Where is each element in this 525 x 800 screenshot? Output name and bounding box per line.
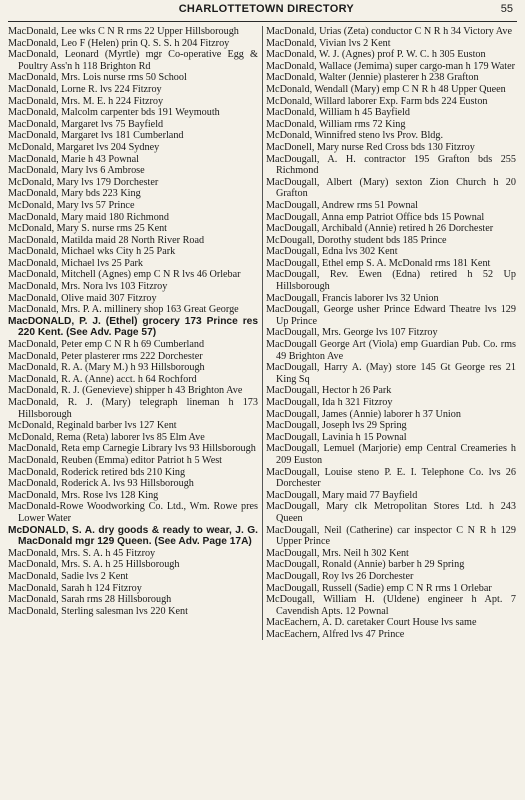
directory-entry: MacDougall, Hector h 26 Park <box>266 385 392 397</box>
directory-entry: MacDonald, Malcolm carpenter bds 191 Weymouth <box>8 107 220 119</box>
directory-entry: MacDonald, Lorne R. lvs 224 Fitzroy <box>8 83 162 95</box>
directory-entry: MacDonald, Mrs. Rose lvs 128 King <box>8 489 159 501</box>
directory-entry: MacDonald, Sarah rms 28 Hillsborough <box>8 594 172 606</box>
directory-entry: MacDonald, Mrs. Nora lvs 103 Fitzroy <box>8 281 168 293</box>
directory-entry: MacDonald, Roderick retired bds 210 King <box>8 466 186 478</box>
directory-entry: MacDonald, Sadie lvs 2 Kent <box>8 570 129 582</box>
directory-entry: MacDonald, Leo F (Helen) prin Q. S. S. h 204 Fitzroy <box>8 37 230 49</box>
directory-entry: MacDougall, Andrew rms 51 Pownal <box>266 199 418 211</box>
directory-entry: MacDonald, Michael lvs 25 Park <box>8 257 143 269</box>
directory-entry: McDougall, Dorothy student bds 185 Prince <box>266 234 447 246</box>
directory-entry: MacDougall, Edna lvs 302 Kent <box>266 246 398 258</box>
directory-entry: MacDougall, Joseph lvs 29 Spring <box>266 420 407 432</box>
directory-entry: MacDougall, Neil (Catherine) car inspector C N R h 129 Upper Prince <box>266 524 516 548</box>
directory-entry: MacDonald, Mrs. S. A. h 45 Fitzroy <box>8 547 156 559</box>
directory-entry: MacDougall, James (Annie) laborer h 37 Union <box>266 408 461 420</box>
directory-entry: MacDougall, Mary clk Metropolitan Stores Ltd. h 243 Queen <box>266 501 516 524</box>
directory-entry: McDonald, Willard laborer Exp. Farm bds 224 Euston <box>266 95 488 107</box>
directory-entry: MacDonald, Margaret lvs 75 Bayfield <box>8 118 164 130</box>
directory-entry: MacDonald, Peter plasterer rms 222 Dorchester <box>8 350 203 362</box>
directory-entry: MacDougall, George usher Prince Edward Theatre lvs 129 Up Prince <box>266 304 516 327</box>
directory-entry: MacDougall, Mrs. George lvs 107 Fitzroy <box>266 327 438 339</box>
directory-entry: MacDonald, Lee wks C N R rms 22 Upper Hillsborough <box>8 26 239 37</box>
directory-entry: MacDonald, Walter (Jennie) plasterer h 238 Grafton <box>266 72 479 84</box>
directory-entry: MacDougall, Mary maid 77 Bayfield <box>266 489 418 501</box>
directory-entry: MacDonell, Mary nurse Red Cross bds 130 Fitzroy <box>266 141 475 153</box>
directory-entry: MacDougall, Francis laborer lvs 32 Union <box>266 292 439 304</box>
directory-entry: MacDougall, Lavinia h 15 Pownal <box>266 431 407 443</box>
directory-entry: MacDonald, R. J. (Genevieve) shipper h 43 Brighton Ave <box>8 385 243 397</box>
directory-entry: MacDougall, Roy lvs 26 Dorchester <box>266 570 414 582</box>
directory-entry: MacDonald, Mrs. S. A. h 25 Hillsborough <box>8 559 180 571</box>
directory-entry: MacDonald, Marie h 43 Pownal <box>8 153 139 165</box>
directory-entry: McDonald, Mary S. nurse rms 25 Kent <box>8 223 168 235</box>
directory-entry: MacDonald, Mary bds 223 King <box>8 188 141 200</box>
directory-entry: MacDougall, Albert (Mary) sexton Zion Church h 20 Grafton <box>266 176 516 200</box>
directory-entry: MacDonald, William h 45 Bayfield <box>266 107 410 119</box>
directory-entry: MacDougall, Mrs. Neil h 302 Kent <box>266 547 409 559</box>
directory-entry: MacDonald, R. A. (Anne) acct. h 64 Rochford <box>8 373 197 385</box>
directory-entry: MacDougall, Rev. Ewen (Edna) retired h 52 Up Hillsborough <box>266 269 516 293</box>
page-number: 55 <box>500 3 513 15</box>
directory-entry: MacDonald, Olive maid 307 Fitzroy <box>8 292 157 304</box>
directory-entry: MacDonald, Margaret lvs 181 Cumberland <box>8 130 184 142</box>
directory-title: CHARLOTTETOWN DIRECTORY <box>178 3 355 15</box>
directory-entry: MacDonald, Michael wks City h 25 Park <box>8 246 176 258</box>
directory-entry: McDonald, Reginald barber lvs 127 Kent <box>8 420 177 432</box>
directory-entry: MacDonald, Reuben (Emma) editor Patriot h 5 West <box>8 454 223 466</box>
directory-entry: MacDougall, Ronald (Annie) barber h 29 Spring <box>266 559 465 571</box>
directory-entry: MacDonald, Mrs. Lois nurse rms 50 School <box>8 72 187 84</box>
page-header <box>8 3 517 22</box>
directory-entry: MacDougall, Ida h 321 Fitzroy <box>266 397 393 408</box>
directory-entry: MacDonald, Vivian lvs 2 Kent <box>266 37 391 49</box>
directory-entry: McDonald, Winnifred steno lvs Prov. Bldg. <box>266 130 444 142</box>
directory-entry: McDonald, Margaret lvs 204 Sydney <box>8 141 160 153</box>
directory-entry: MacDonald, Mary maid 180 Richmond <box>8 211 169 223</box>
directory-entry: MacDougall, Anna emp Patriot Office bds 15 Pownal <box>266 211 485 223</box>
directory-entry: MacDougall, Harry A. (May) store 145 Gt George res 21 King Sq <box>266 362 516 385</box>
directory-entry: MacDonald, Wallace (Jemima) super cargo-man h 179 Water <box>266 60 515 72</box>
directory-entry: MacDonald, Mrs. P. A. millinery shop 163 Great George <box>8 304 239 316</box>
left-column <box>8 26 258 640</box>
directory-columns <box>8 26 517 640</box>
directory-entry: MacDonald, William rms 72 King <box>266 118 406 130</box>
directory-entry: MacDonald, Matilda maid 28 North River Road <box>8 234 205 246</box>
directory-entry: MacDonald, Leonard (Myrtle) mgr Co-operative Egg & Poultry Ass'n h 118 Brighton Rd <box>8 49 258 72</box>
directory-entry: McDonald, Wendall (Mary) emp C N R h 48 Upper Queen <box>266 83 506 95</box>
directory-entry: MacDonald, Mrs. M. E. h 224 Fitzroy <box>8 95 164 107</box>
directory-entry: MacDonald, Sarah h 124 Fitzroy <box>8 582 142 594</box>
directory-entry: MacDonald, Roderick A. lvs 93 Hillsborough <box>8 478 194 490</box>
directory-entry: MacDonald, W. J. (Agnes) prof P. W. C. h 305 Euston <box>266 49 486 61</box>
directory-entry: MacDonald, R. A. (Mary M.) h 93 Hillsborough <box>8 362 205 374</box>
directory-entry: MacDonald, Urias (Zeta) conductor C N R h 34 Victory Ave <box>266 26 512 37</box>
directory-entry: McDonald, Mary lvs 57 Prince <box>8 199 135 211</box>
directory-entry: MacDonald, Peter emp C N R h 69 Cumberland <box>8 339 205 351</box>
directory-entry: MacDONALD, P. J. (Ethel) grocery 173 Prince res 220 Kent. (See Adv. Page 57) <box>8 315 258 339</box>
directory-entry: McDONALD, S. A. dry goods & ready to wear, J. G. MacDonald mgr 129 Queen. (See Adv. Page 17A) <box>8 524 258 548</box>
directory-entry: MacDonald, Sterling salesman lvs 220 Kent <box>8 605 188 617</box>
directory-entry: McDonald, Mary lvs 179 Dorchester <box>8 176 159 188</box>
directory-entry: McDonald, Rema (Reta) laborer lvs 85 Elm Ave <box>8 431 205 443</box>
directory-entry: MacEachern, A. D. caretaker Court House lvs same <box>266 617 477 629</box>
directory-entry: MacDougall, Ethel emp S. A. McDonald rms 181 Kent <box>266 257 491 269</box>
directory-entry: MacDonald-Rowe Woodworking Co. Ltd., Wm. Rowe pres Lower Water <box>8 501 258 524</box>
directory-entry: MacDougall, Lemuel (Marjorie) emp Central Creameries h 209 Euston <box>266 443 516 466</box>
directory-entry: MacDougall, Louise steno P. E. I. Telephone Co. lvs 26 Dorchester <box>266 466 516 490</box>
directory-entry: MacDonald, Mitchell (Agnes) emp C N R lvs 46 Orlebar <box>8 269 241 281</box>
directory-entry: MacDonald, R. J. (Mary) telegraph lineman h 173 Hillsborough <box>8 397 258 420</box>
directory-entry: MacDougall, A. H. contractor 195 Grafton bds 255 Richmond <box>266 153 516 177</box>
directory-entry: MacDougall George Art (Viola) emp Guardian Pub. Co. rms 49 Brighton Ave <box>266 339 516 362</box>
right-column <box>266 26 516 640</box>
directory-entry: MacDonald, Reta emp Carnegie Library lvs 93 Hillsborough <box>8 443 256 455</box>
directory-entry: McDougall, William H. (Uldene) engineer h Apt. 7 Cavendish Apts. 12 Pownal <box>266 594 516 617</box>
directory-entry: MacDougall, Archibald (Annie) retired h 26 Dorchester <box>266 223 494 235</box>
directory-entry: MacEachern, Alfred lvs 47 Prince <box>266 628 405 640</box>
directory-entry: MacDonald, Mary lvs 6 Ambrose <box>8 165 145 177</box>
directory-entry: MacDougall, Russell (Sadie) emp C N R rms 1 Orlebar <box>266 582 492 594</box>
